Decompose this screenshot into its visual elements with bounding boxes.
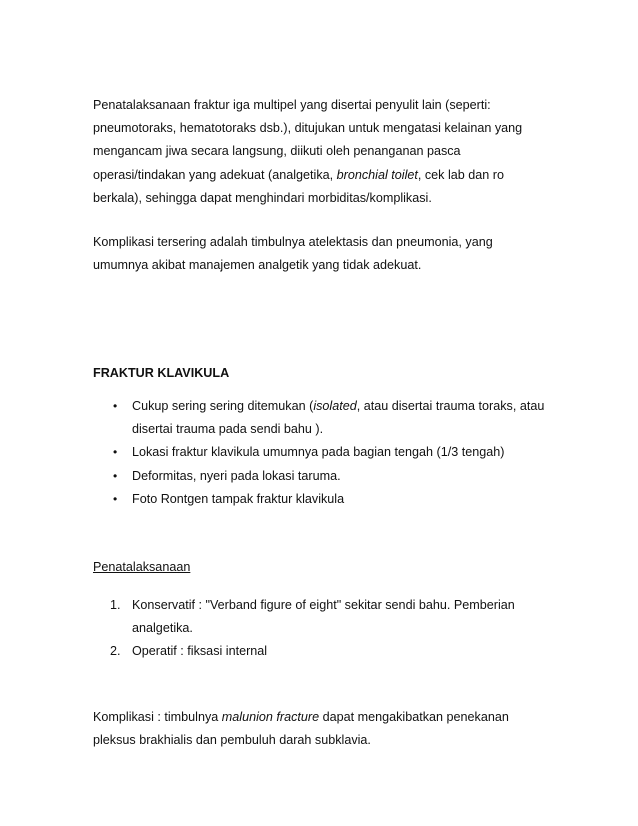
numbered-item	[93, 640, 553, 663]
bullet-1-italic: isolated	[313, 399, 357, 413]
clavicle-bullet-list	[93, 395, 553, 511]
management-heading: Penatalaksanaan	[93, 560, 191, 574]
numbered-1-line-1: Konservatif : "Verband figure of eight" sekitar sendi bahu. Pemberian	[132, 598, 515, 612]
complication-clavicle-line-1	[93, 706, 553, 729]
intro-line-4	[93, 164, 553, 187]
bullet-marker: •	[113, 491, 118, 506]
bullet-1-text-b: , atau disertai trauma toraks, atau	[356, 399, 545, 413]
complication-clavicle-text-b: dapat mengakibatkan penekanan	[319, 710, 509, 724]
complication-ribs-paragraph	[93, 231, 553, 277]
intro-line-5: berkala), sehingga dapat menghindari morbiditas/komplikasi.	[93, 190, 432, 205]
intro-line-4-italic: bronchial toilet	[336, 167, 418, 182]
complication-ribs-line-2: umumnya akibat manajemen analgetik yang tidak adekuat.	[93, 258, 422, 273]
bullet-1-line-2: disertai trauma pada sendi bahu ).	[132, 422, 324, 437]
section-heading: FRAKTUR KLAVIKULA	[93, 366, 230, 380]
complication-clavicle-line-2: pleksus brakhialis dan pembuluh darah subklavia.	[93, 733, 371, 748]
bullet-3-line-1: Deformitas, nyeri pada lokasi taruma.	[132, 468, 341, 483]
bullet-marker: •	[113, 468, 118, 483]
complication-clavicle-paragraph	[93, 706, 553, 752]
bullet-item	[93, 465, 553, 488]
intro-line-4-text-b: , cek lab dan ro	[417, 167, 504, 182]
intro-line-4-text-a: operasi/tindakan yang adekuat (analgetika,	[93, 167, 337, 182]
complication-clavicle-text-a: Komplikasi : timbulnya	[93, 710, 222, 724]
management-numbered-list	[93, 594, 553, 664]
bullet-4-line-1: Foto Rontgen tampak fraktur klavikula	[132, 491, 345, 506]
bullet-item	[93, 441, 553, 464]
bullet-1-text-a: Cukup sering sering ditemukan (	[132, 399, 314, 413]
numbered-marker-2: 2.	[110, 644, 121, 659]
bullet-marker: •	[113, 399, 118, 413]
intro-line-2: pneumotoraks, hematotoraks dsb.), ditujukan untuk mengatasi kelainan yang	[93, 121, 523, 136]
numbered-1-line-2: analgetika.	[132, 621, 193, 636]
bullet-item	[93, 488, 553, 511]
bullet-1-line-1	[132, 395, 553, 418]
complication-ribs-line-1: Komplikasi tersering adalah timbulnya atelektasis dan pneumonia, yang	[93, 235, 493, 249]
numbered-2-line-1: Operatif : fiksasi internal	[132, 644, 268, 659]
bullet-item	[93, 395, 553, 441]
intro-line-3: mengancam jiwa secara langsung, diikuti oleh penanganan pasca	[93, 144, 461, 159]
complication-clavicle-italic: malunion fracture	[221, 710, 320, 724]
bullet-2-line-1: Lokasi fraktur klavikula umumnya pada bagian tengah (1/3 tengah)	[132, 445, 505, 460]
bullet-marker: •	[113, 445, 118, 460]
intro-line-1: Penatalaksanaan fraktur iga multipel yang disertai penyulit lain (seperti:	[93, 98, 491, 112]
numbered-item	[93, 594, 553, 640]
numbered-marker-1: 1.	[110, 598, 121, 612]
intro-paragraph	[93, 94, 553, 210]
